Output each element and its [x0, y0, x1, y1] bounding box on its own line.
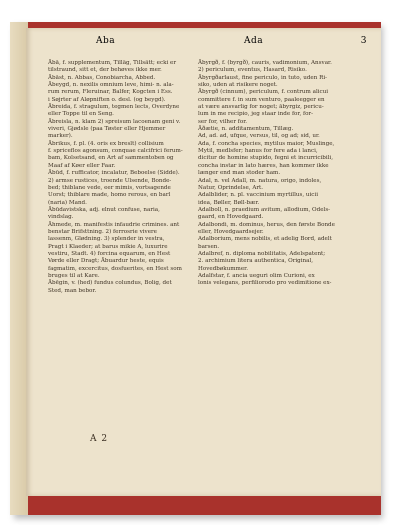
dictionary-line: siko, uden at risikere noget.	[198, 82, 278, 89]
dictionary-line: Sted, man bebor.	[48, 287, 97, 294]
dictionary-line: benstar Brifsttning. 2) ferrosrie vivere	[48, 228, 157, 235]
dictionary-line: Adal, n. vel Adall, m. natura, origo, indoles,	[198, 177, 322, 184]
dictionary-line: Ābeygd, n. nexilis omnium leve, himi- n. ala-	[48, 82, 174, 89]
dictionary-line: dicitur de homine stupido, fegni et incurricibili,	[198, 155, 333, 162]
dictionary-line: Adalbondi, m. dominus, herus, den første Bonde	[198, 221, 335, 228]
dictionary-line: Adalblider, n. pl. vaccinium myrtillus, uicii	[198, 192, 319, 199]
dictionary-line: tilstraund, sitt et, der behøves ikke mer.	[48, 67, 162, 74]
dictionary-line: Maaf af Køer eller Faar.	[48, 162, 116, 169]
dictionary-line: viveri, Gjødsle (paa Tøster eller Hjemmer	[48, 126, 166, 133]
dictionary-line: ser for, vilher for.	[198, 118, 248, 125]
dictionary-line: eller Toppe til en Seng.	[48, 111, 114, 118]
dictionary-line: Ābūdavistska, adj. elnut confuse, naria, vindslag.	[48, 206, 160, 221]
dictionary-line: 2) armse rustices, troende Ulsende, Bonde-	[48, 177, 172, 184]
dictionary-line: Ābyrgðarlaust, fine periculo, in tuto, uden Ri-	[198, 74, 327, 81]
signature-mark: A 2	[90, 434, 109, 444]
dictionary-line: Ad, ad. ad, ufque, versus, til, og ad; sid, ur.	[198, 133, 320, 140]
running-header	[26, 36, 381, 54]
dictionary-line: rum rerum, Fleruinar, Balfer, Kogcten i Ess.	[48, 89, 173, 96]
page-number: 3	[360, 36, 367, 46]
dictionary-line: vestiru, Stadt. 4) forcina equarum, en Hest	[48, 250, 171, 257]
dictionary-line: Ābrikus, f. pl. (4. oris ex breslt) collisium	[48, 140, 164, 147]
dictionary-line: Ābreida, f. stragulum, tegmen lects, Overdyne	[48, 104, 180, 111]
dictionary-line: Mytil, medlsfer; hanus for fere ada i lanci,	[198, 148, 318, 155]
dictionary-line: concha instar in lato hæres, han kommer ikke	[198, 162, 329, 169]
header-left-word: Aba	[96, 36, 116, 46]
dictionary-line: Adalbref, n. diploma nobilitatis, Adelspatent;	[198, 250, 326, 257]
dictionary-line: Ābyrgð, f. (byrgð), cauris, vadimonium, Ansvar.	[198, 60, 332, 66]
dictionary-line: Ada, f. concha species, mytilus maior, Muslinge,	[198, 140, 335, 147]
dictionary-line: 2. archimium litera authentica, Original,	[198, 258, 314, 265]
dictionary-line: bam, Kolsetsand, en Art af sammentoben og	[48, 155, 174, 162]
dictionary-line: Āhmede, m. manifestis infaudrie crimines. ant	[48, 221, 180, 228]
dictionary-line: Ābūd, f. rufficator, incalatur, Beboelse (Sidde).	[48, 170, 180, 177]
dictionary-line: barsen.	[198, 243, 220, 250]
dictionary-line: Hovedbøkummer.	[198, 265, 248, 272]
dictionary-line: bed; thiblane vede, eer mimis, vortsagende	[48, 184, 171, 191]
dictionary-line: lum in me recipio, jeg staar inde for, for-	[198, 111, 313, 118]
left-column	[48, 60, 184, 295]
dictionary-line: Uorst; thiblare made, homo rerous, en barl	[48, 192, 171, 199]
dictionary-line: lassenm, Glødning. 3) splender in vestra,	[48, 236, 165, 243]
dictionary-line: Āðætie, n. additamentum, Tillæg.	[198, 126, 294, 133]
dictionary-line: fagmatim, excercitus, dosfuerites, en Hest som	[48, 265, 182, 272]
dictionary-line: 2) periculum, eventus, Hasard, Risiko.	[198, 67, 307, 74]
dictionary-line: Natur, Oprindelse, Art.	[198, 184, 264, 191]
dictionary-line: Vørde eller Dragt; Ābuardur heste, equis	[48, 258, 164, 265]
right-column	[198, 60, 368, 288]
dictionary-line: Ābēgin, v. (hed) fundus colundus, Bolig, det	[48, 280, 172, 287]
dictionary-line: længer end man stoder ham.	[198, 170, 281, 177]
dictionary-line: (naria) Mand.	[48, 199, 87, 206]
dictionary-line: lonis velegans, perfiliorodo pro vedimitione ex-	[198, 280, 332, 287]
dictionary-line: eller, Hovedgaardsejer.	[198, 228, 264, 235]
dictionary-line: Adalborium, mens nobilis, et adelig Bord, adelt	[198, 236, 332, 243]
dictionary-line: bruges til at Kare.	[48, 272, 100, 279]
dictionary-line: Ābyrgð (cinnum), periculum, f. contrum alicui	[198, 89, 329, 96]
dictionary-line: Adalfstar, f. ancia ueguri olim Curioni, ex	[198, 272, 315, 279]
header-right-word: Ada	[244, 36, 264, 46]
dictionary-line: Ābā, f. supplementum, Tilläg, Tillsätt; ecki er	[48, 60, 177, 66]
dictionary-line: idea, Bøller, Bøll-bær.	[198, 199, 260, 206]
dictionary-line: f. spriceflos agonsum, conquae calcifrici ferum-	[48, 148, 183, 155]
dictionary-line: committere f. in sum venturo, paaleegger en	[198, 96, 325, 103]
dictionary-line: Ābāst, n. Abbas, Conobiarcha, Abbed.	[48, 74, 156, 81]
dictionary-line: marker).	[48, 133, 73, 140]
dictionary-line: at være ansvarlig for noget; ābyrgiz, pericu-	[198, 104, 324, 111]
dictionary-line: gaard, en Hovedgaard.	[198, 214, 264, 221]
dictionary-line: Pragt i Klaeder; at barus mikie A, luxurire	[48, 243, 168, 250]
dictionary-line: Adalboll, n. praedium avitum, allodium, Odels-	[198, 206, 331, 213]
dictionary-line: Ābreisla, n. klam 2) spreisum lacoenam geni v.	[48, 118, 181, 125]
dictionary-line: i Søjrter af Aløpniften o. desl. (og beygd).	[48, 96, 166, 103]
